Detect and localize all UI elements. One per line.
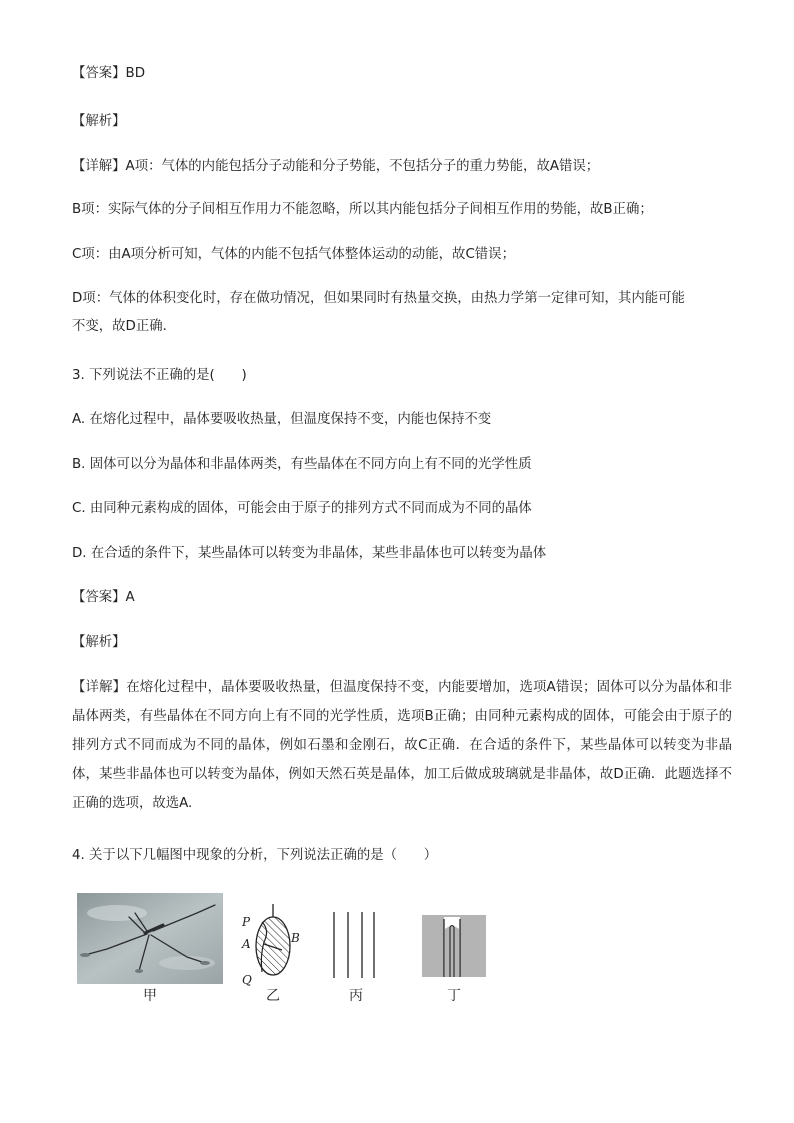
detail-line-c: C项：由A项分析可知，气体的内能不包括气体整体运动的动能，故C错误； [72, 247, 515, 262]
label-b: B [291, 931, 300, 945]
figure-caption-yi: 乙 [266, 988, 280, 1004]
question-3: 3. 下列说法不正确的是( ) [72, 368, 247, 383]
capillary-tubes-diagram [326, 912, 386, 978]
question-3-option-c: C. 由同种元素构成的固体，可能会由于原子的排列方式不同而成为不同的晶体 [72, 501, 532, 516]
detail-line-b: B项：实际气体的分子间相互作用力不能忽略，所以其内能包括分子间相互作用的势能，故B正确； [72, 202, 653, 217]
figure-caption-ding: 丁 [447, 988, 461, 1004]
figure-caption-jia: 甲 [143, 988, 157, 1004]
question-3-option-d: D. 在合适的条件下，某些晶体可以转变为非晶体，某些非晶体也可以转变为晶体 [72, 546, 547, 561]
analysis-label-1: 【解析】 [72, 114, 126, 129]
film-thread-diagram [236, 900, 308, 990]
tube-in-liquid-diagram [422, 915, 486, 977]
label-p: P [242, 915, 251, 929]
label-q: Q [242, 973, 252, 987]
figure-caption-bing: 丙 [349, 988, 363, 1004]
answer-label-1: 【答案】BD [72, 66, 146, 81]
analysis-label-2: 【解析】 [72, 635, 126, 650]
detail-line-a: 【详解】A项：气体的内能包括分子动能和分子势能，不包括分子的重力势能，故A错误； [72, 159, 600, 174]
answer-label-2: 【答案】A [72, 590, 135, 605]
detail-line-d2: 不变，故D正确． [72, 319, 177, 334]
detail-paragraph-2: 【详解】在熔化过程中，晶体要吸收热量，但温度保持不变，内能要增加，选项A错误；固体可以分为晶体和非晶体两类，有些晶体在不同方向上有不同的光学性质，选项B正确；由同种元素构成的固体，可能会由于原子的排列方式不同而成为不同的晶体，例如石墨和金刚石，故C正确．在合适的条件下，某些晶体可以转变为非晶体，某些非晶体也可以转变为晶体，例如天然石英是晶体，加工后做成玻璃就是非晶体，故D正确．此题选择不正确的选项，故选A. [72, 680, 732, 811]
detail-line-d1: D项：气体的体积变化时，存在做功情况，但如果同时有热量交换，由热力学第一定律可知，其内能可能 [72, 291, 685, 306]
question-3-option-b: B. 固体可以分为晶体和非晶体两类，有些晶体在不同方向上有不同的光学性质 [72, 457, 532, 472]
water-strider-photo [77, 893, 223, 984]
question-3-option-a: A. 在熔化过程中，晶体要吸收热量，但温度保持不变，内能也保持不变 [72, 412, 492, 427]
label-a: A [242, 937, 251, 951]
question-4: 4. 关于以下几幅图中现象的分析，下列说法正确的是（ ） [72, 848, 438, 863]
